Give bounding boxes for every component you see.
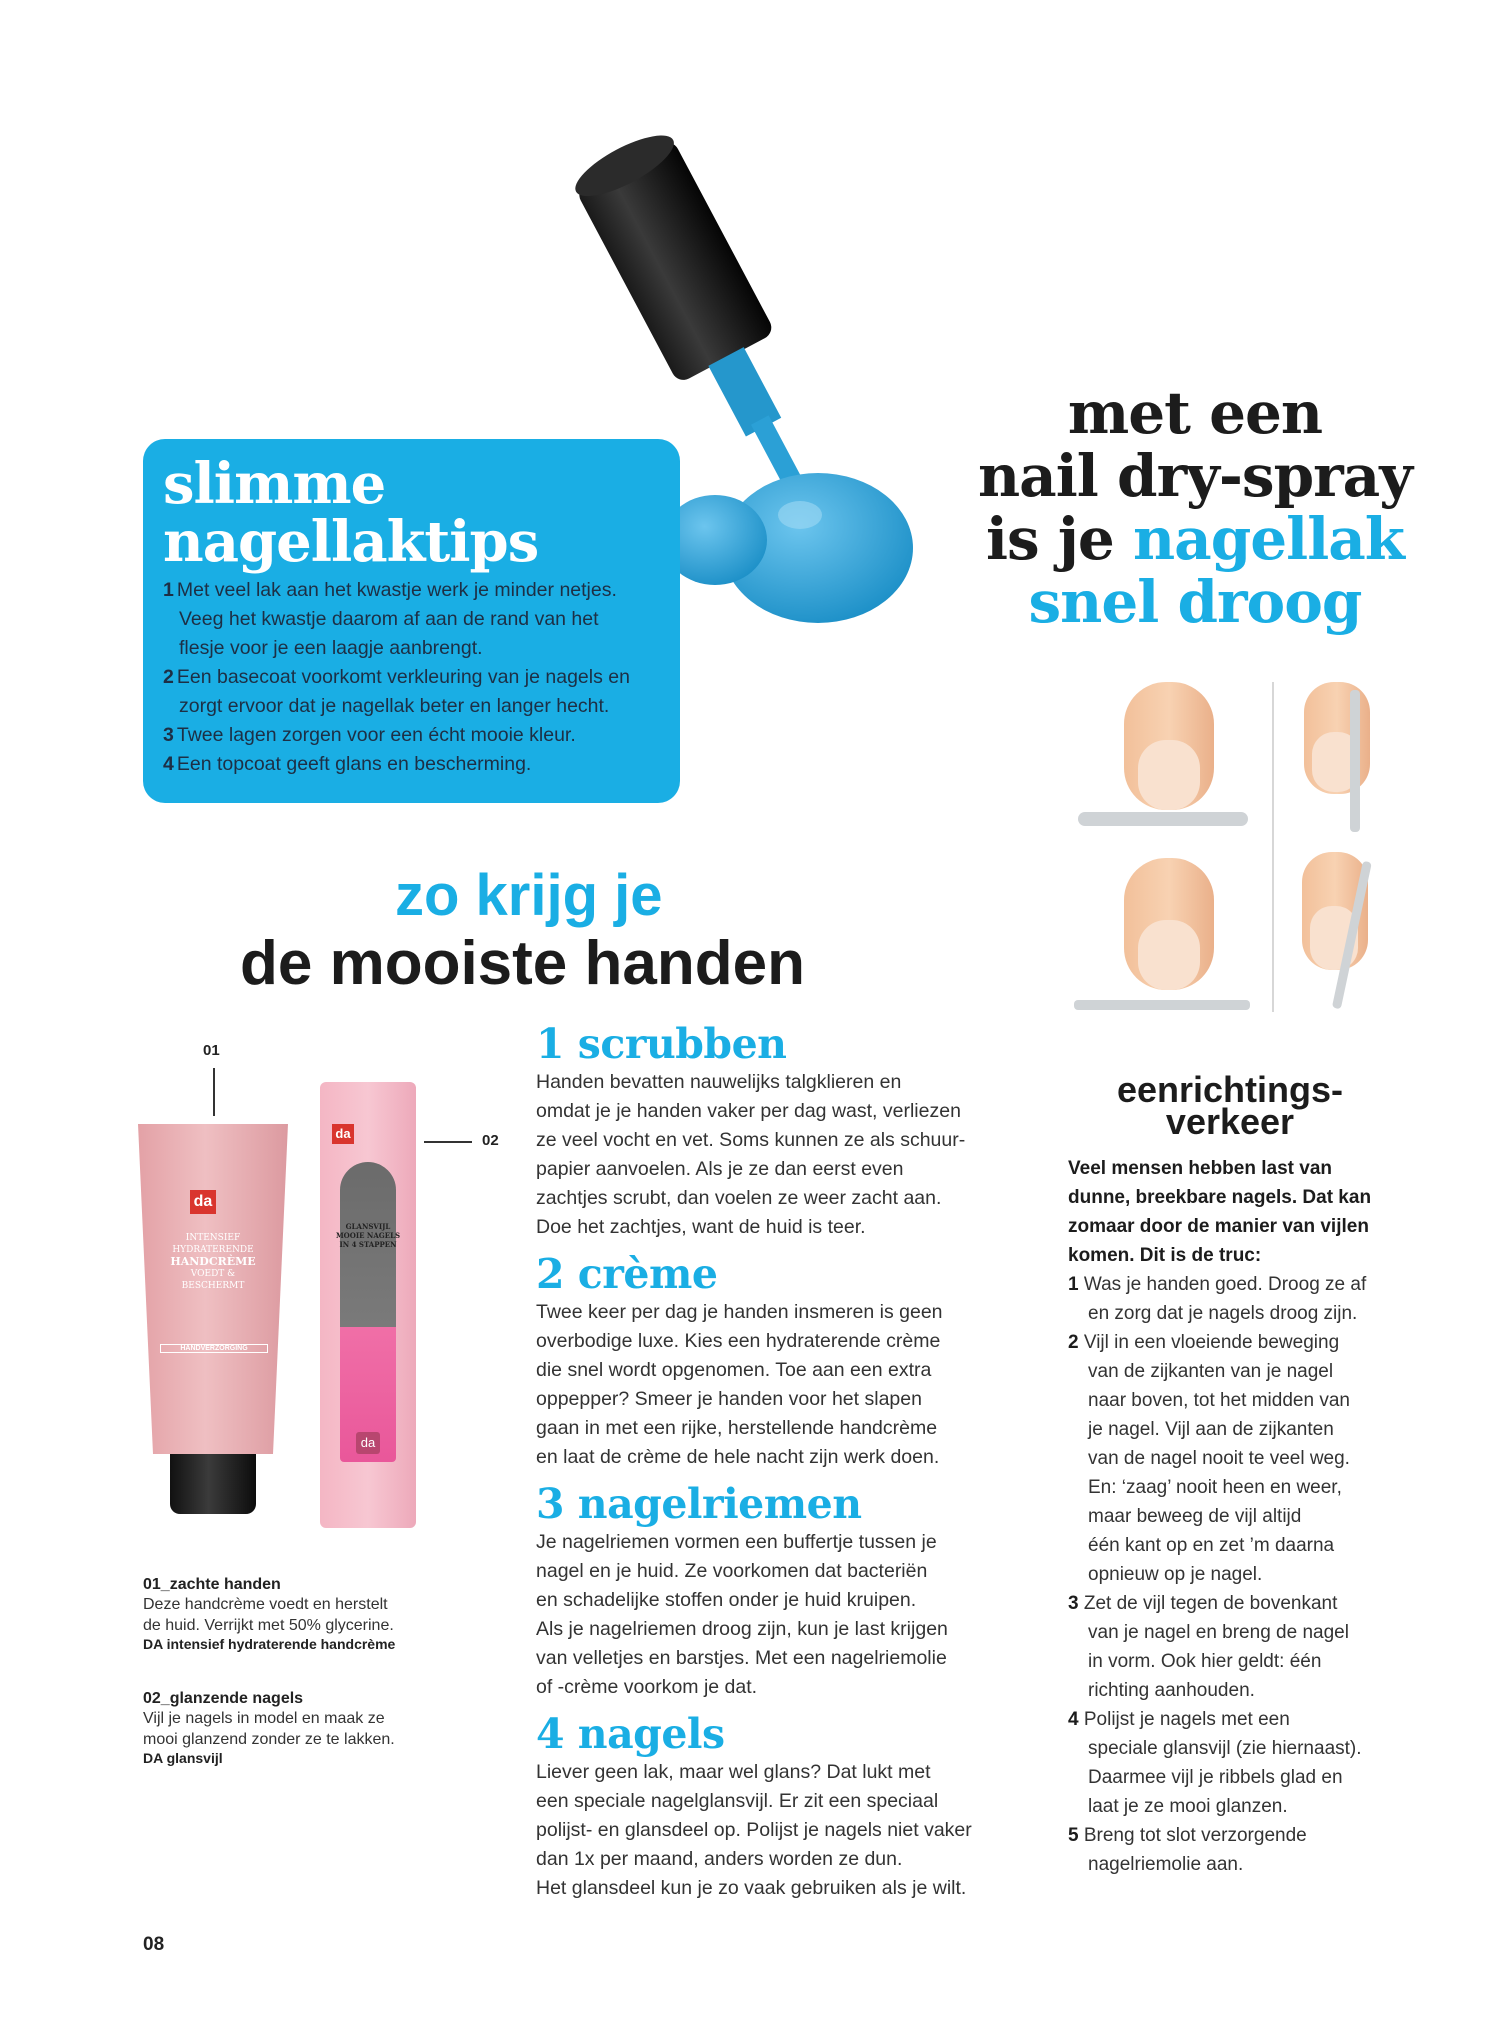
tips-title-line2: nagellaktips	[163, 509, 539, 575]
step-nagelriemen: 3 nagelriemen Je nagelriemen vormen een buffertje tussen je nagel en je huid. Ze voorkomen dat bacteriën en schadelijke stoffen onder je huid kruipen. Als je nagelriemen droog zijn, kun je last krijgen van velletjes en barstjes. Met een nagelriemolie of -crème voorkom je dat.	[536, 1480, 948, 1698]
step-creme: 2 crème Twee keer per dag je handen insmeren is geen overbodige luxe. Kies een hydraterende crème die snel wordt opgenomen. Toe aan een extra oppepper? Smeer je handen voor het slapen gaan in met een rijke, herstellende handcrème en laat de crème de hele nacht zijn werk doen.	[536, 1250, 943, 1468]
product-caption-01: 01_zachte handen Deze handcrème voedt en herstelt de huid. Verrijkt met 50% glycerine. DA intensief hydraterende handcrème	[143, 1576, 396, 1652]
filing-heading: eenrichtings- verkeer	[1116, 1069, 1344, 1142]
tip-item: 2 Een basecoat voorkomt verkleuring van je nagels en zorgt ervoor dat je nagellak beter en langer hecht.	[163, 666, 630, 717]
file-label-text: GLANSVIJL MOOIE NAGELS IN 4 STAPPEN	[335, 1222, 401, 1249]
tip-item: 3 Twee lagen zorgen voor een écht mooie kleur.	[163, 724, 576, 746]
leader-line-02	[424, 1141, 472, 1143]
tip-item: 1 Met veel lak aan het kwastje werk je minder netjes. Veeg het kwastje daarom af aan de rand van het flesje voor je een laagje aanbrengt.	[163, 579, 617, 659]
product-label-02: 02	[482, 1132, 499, 1149]
filing-step: 4 Polijst je nagels met een speciale glansvijl (zie hiernaast). Daarmee vijl je ribbels glad en laat je ze mooi glanzen.	[1068, 1709, 1362, 1817]
tips-title-line1: slimme	[163, 451, 386, 517]
tube-brand-logo: da	[190, 1190, 216, 1214]
filing-intro: Veel mensen hebben last van dunne, breekbare nagels. Dat kan zomaar door de manier van vijlen komen. Dit is de truc:	[1068, 1158, 1372, 1266]
leader-line-01	[213, 1068, 215, 1116]
tube-footer: HANDVERZORGING	[160, 1344, 268, 1353]
hand-cream-tube-image	[138, 1124, 288, 1530]
product-label-01: 01	[203, 1042, 220, 1059]
tube-label-text: INTENSIEF HYDRATERENDE HANDCRÈME VOEDT & BESCHERMT	[170, 1233, 256, 1291]
filing-step: 2 Vijl in een vloeiende beweging van de zijkanten van je nagel naar boven, tot het midden van je nagel. Vijl aan de zijkanten van de nagel nooit te veel weg. En: ‘zaag’ nooit heen en weer, maar beweeg de vijl altijd één kant op en zet ’m daarna opnieuw op je nagel.	[1068, 1332, 1350, 1585]
product-caption-02: 02_glanzende nagels Vijl je nagels in model en maak ze mooi glanzend zonder ze te lakken. DA glansvijl	[143, 1690, 395, 1766]
tip-item: 4 Een topcoat geeft glans en bescherming.	[163, 753, 532, 775]
filing-step: 1 Was je handen goed. Droog ze af en zorg dat je nagels droog zijn.	[1068, 1274, 1367, 1324]
section-title-line1: zo krijg je	[395, 863, 663, 928]
tips-title	[163, 451, 539, 575]
nail-polish-tips-box	[143, 439, 680, 803]
page-number: 08	[143, 1934, 165, 1955]
dry-spray-headline: met een nail dry-spray is je nagellak snel droog	[978, 379, 1412, 636]
section-title-line2: de mooiste handen	[240, 929, 805, 998]
step-nagels: 4 nagels Liever geen lak, maar wel glans? Dat lukt met een speciale nagelglansvijl. Er zit een speciaal polijst- en glansdeel op. Polijst je nagels niet vaker dan 1x per maand, anders worden ze dun. Het glansdeel kun je zo vaak gebruiken als je wilt.	[536, 1710, 972, 1899]
filing-step: 3 Zet de vijl tegen de bovenkant van je nagel en breng de nagel in vorm. Ook hier geldt: één richting aanhouden.	[1068, 1593, 1349, 1701]
nail-filing-illustration	[1068, 682, 1378, 1022]
nail-file-package-image: da GLANSVIJL MOOIE NAGELS IN 4 STAPPEN da	[320, 1082, 416, 1528]
file-brand-logo: da	[332, 1124, 354, 1144]
filing-step: 5 Breng tot slot verzorgende nagelriemolie aan.	[1068, 1825, 1307, 1875]
step-scrubben: 1 scrubben Handen bevatten nauwelijks talgklieren en omdat je je handen vaker per dag wast, verliezen ze veel vocht en vet. Soms kunnen ze als schuur- papier aanvoelen. Als je ze dan eerst even zachtjes scrubt, dan voelen ze weer zacht aan. Doe het zachtjes, want de huid is teer.	[536, 1020, 966, 1238]
